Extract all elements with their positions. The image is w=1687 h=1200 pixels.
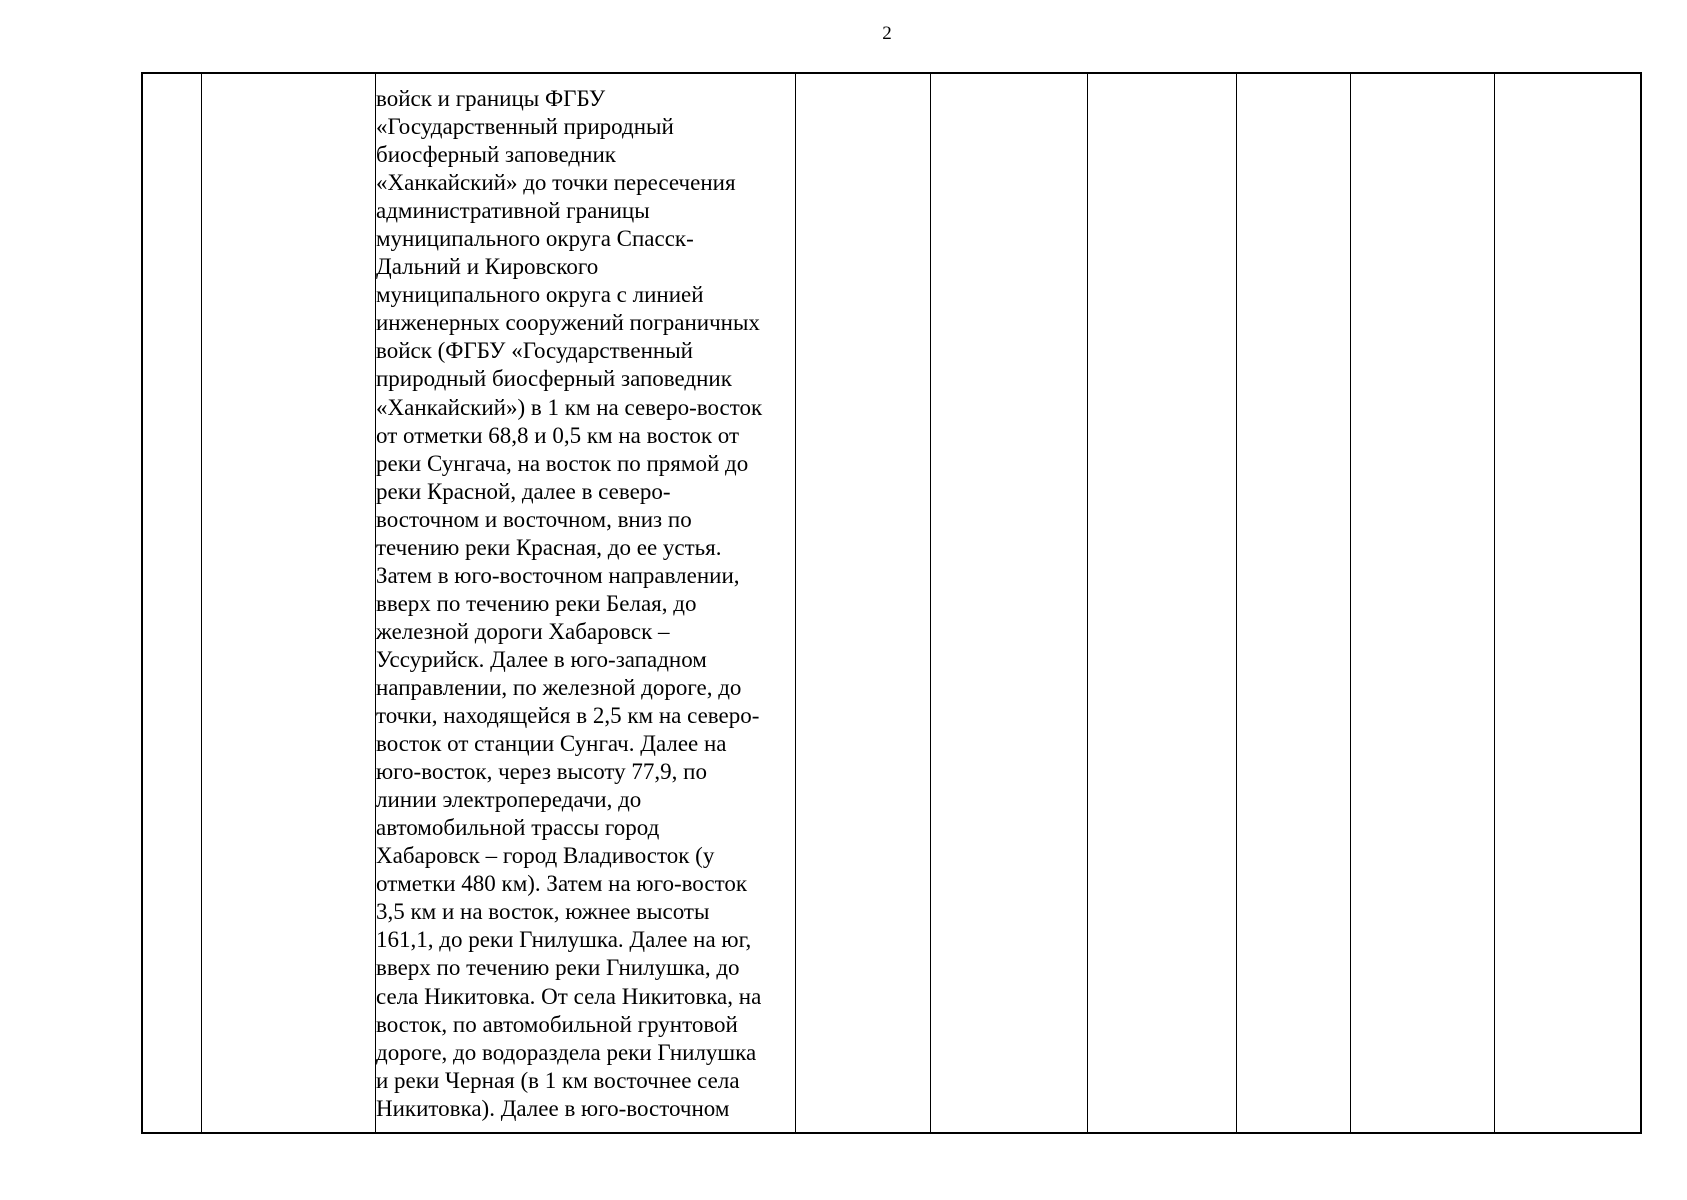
text-line: железной дороги Хабаровск –: [376, 618, 670, 644]
column-divider: [1494, 74, 1495, 1132]
text-line: восточном и восточном, вниз по: [376, 506, 692, 532]
text-line: дороге, до водораздела реки Гнилушка: [376, 1039, 757, 1065]
text-line: автомобильной трассы город: [376, 815, 660, 841]
text-line: направлении, по железной дороге, до: [376, 674, 742, 700]
text-line: Хабаровск – город Владивосток (у: [376, 843, 715, 869]
text-line: административной границы: [376, 198, 650, 224]
text-line: восток от станции Сунгач. Далее на: [376, 731, 727, 757]
column-divider: [1236, 74, 1237, 1132]
text-line: точки, находящейся в 2,5 км на северо-: [376, 703, 760, 729]
text-line: инженерных сооружений пограничных: [376, 310, 760, 336]
text-line: муниципального округа с линией: [376, 282, 704, 308]
text-line: муниципального округа Спасск-: [376, 226, 694, 252]
text-line: 3,5 км и на восток, южнее высоты: [376, 899, 710, 925]
text-line: реки Сунгача, на восток по прямой до: [376, 450, 749, 476]
text-line: и реки Черная (в 1 км восточнее села: [376, 1067, 740, 1093]
text-line: «Ханкайский») в 1 км на северо-восток: [376, 394, 763, 420]
column-divider: [930, 74, 931, 1132]
text-line: Никитовка). Далее в юго-восточном: [376, 1095, 730, 1121]
column-divider: [201, 74, 202, 1132]
text-line: «Государственный природный: [376, 114, 674, 140]
text-line: Дальний и Кировского: [376, 254, 599, 280]
text-line: вверх по течению реки Гнилушка, до: [376, 955, 740, 981]
text-line: от отметки 68,8 и 0,5 км на восток от: [376, 422, 740, 448]
text-line: реки Красной, далее в северо-: [376, 478, 671, 504]
text-line: «Ханкайский» до точки пересечения: [376, 170, 736, 196]
column-divider: [795, 74, 796, 1132]
text-line: войск (ФГБУ «Государственный: [376, 338, 693, 364]
text-line: линии электропередачи, до: [376, 787, 642, 813]
text-line: Уссурийск. Далее в юго-западном: [376, 646, 707, 672]
text-line: Затем в юго-восточном направлении,: [376, 562, 740, 588]
text-line: биосферный заповедник: [376, 142, 616, 168]
boundary-description-cell: [376, 85, 788, 1123]
text-line: течению реки Красная, до ее устья.: [376, 534, 722, 560]
text-line: отметки 480 км). Затем на юго-восток: [376, 871, 748, 897]
text-line: юго-восток, через высоту 77,9, по: [376, 759, 707, 785]
text-line: природный биосферный заповедник: [376, 366, 732, 392]
document-table: [141, 72, 1642, 1134]
page-number: 2: [882, 23, 892, 44]
text-line: вверх по течению реки Белая, до: [376, 590, 697, 616]
text-line: 161,1, до реки Гнилушка. Далее на юг,: [376, 927, 752, 953]
text-line: войск и границы ФГБУ: [376, 86, 606, 111]
text-line: села Никитовка. От села Никитовка, на: [376, 983, 762, 1009]
text-line: восток, по автомобильной грунтовой: [376, 1011, 738, 1037]
column-divider: [1350, 74, 1351, 1132]
column-divider: [1087, 74, 1088, 1132]
